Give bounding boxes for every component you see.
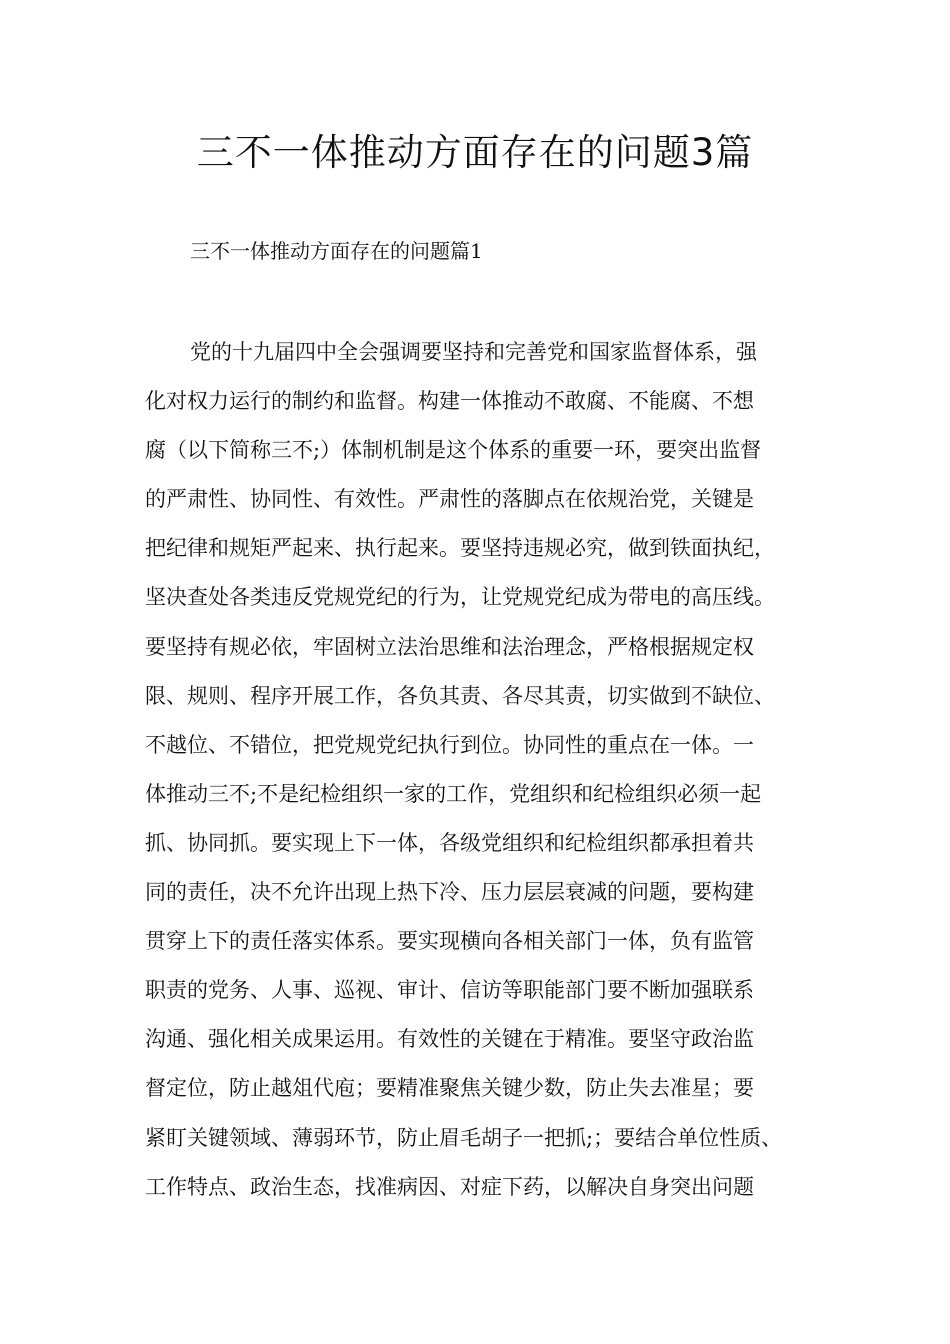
text-line: 工作特点、政治生态，找准病因、对症下药，以解决自身突出问题 [145,1174,754,1199]
text-line: 督定位，防止越俎代庖；要精准聚焦关键少数，防止失去准星；要 [145,1076,754,1101]
text-line: 贯穿上下的责任落实体系。要实现横向各相关部门一体，负有监管 [145,929,754,954]
document-title: 三不一体推动方面存在的问题3篇 [196,131,754,174]
text-line: 坚决查处各类违反党规党纪的行为，让党规党纪成为带电的高压线。 [145,585,775,610]
body-paragraph [145,332,825,1216]
text-line: 把纪律和规矩严起来、执行起来。要坚持违规必究，做到铁面执纪， [145,536,775,561]
section-heading: 三不一体推动方面存在的问题篇1 [190,239,483,263]
text-line: 要坚持有规必依，牢固树立法治思维和法治理念，严格根据规定权 [145,634,754,659]
text-line: 紧盯关键领域、薄弱环节，防止眉毛胡子一把抓;；要结合单位性质、 [145,1125,783,1150]
text-line: 的严肃性、协同性、有效性。严肃性的落脚点在依规治党，关键是 [145,487,754,512]
text-line: 体推动三不;不是纪检组织一家的工作，党组织和纪检组织必须一起 [145,781,762,806]
text-line: 化对权力运行的制约和监督。构建一体推动不敢腐、不能腐、不想 [145,389,754,414]
text-line: 抓、协同抓。要实现上下一体，各级党组织和纪检组织都承担着共 [145,830,754,855]
text-line: 同的责任，决不允许出现上热下冷、压力层层衰减的问题，要构建 [145,880,754,905]
text-line: 沟通、强化相关成果运用。有效性的关键在于精准。要坚守政治监 [145,1027,754,1052]
text-line: 不越位、不错位，把党规党纪执行到位。协同性的重点在一体。一 [145,732,754,757]
text-line: 腐（以下简称三不;）体制机制是这个体系的重要一环，要突出监督 [145,438,762,463]
text-line: 限、规则、程序开展工作，各负其责、各尽其责，切实做到不缺位、 [145,683,775,708]
text-line: 职责的党务、人事、巡视、审计、信访等职能部门要不断加强联系 [145,978,754,1003]
text-line: 党的十九届四中全会强调要坚持和完善党和国家监督体系，强 [190,340,757,364]
